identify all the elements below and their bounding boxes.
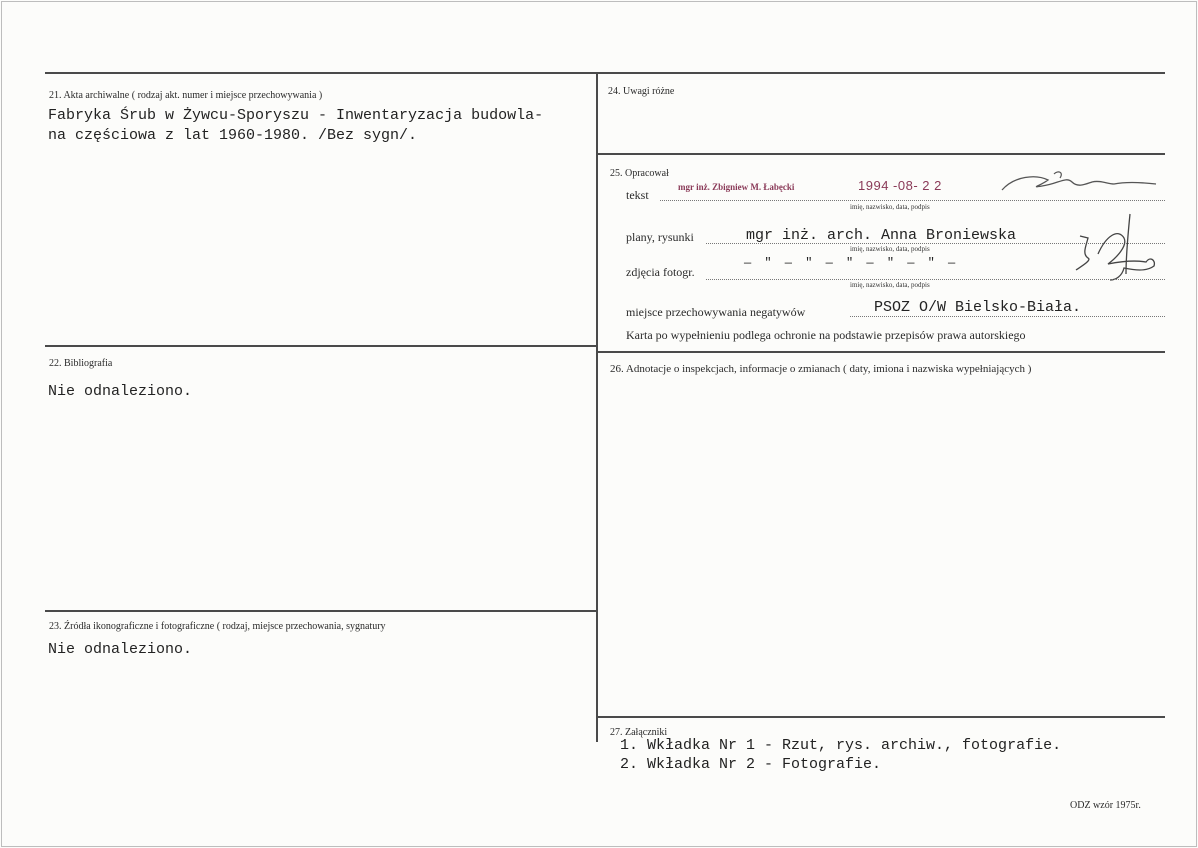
tekst-line xyxy=(660,200,1165,201)
author-stamp: mgr inż. Zbigniew M. Łabęcki xyxy=(678,182,795,192)
plany-label: plany, rysunki xyxy=(626,230,694,244)
rule-23-top xyxy=(45,610,597,612)
date-stamp: 1994 -08- 2 2 xyxy=(858,178,942,193)
section-23-label: 23. Źródła ikonograficzne i fotograficzne ( rodzaj, miejsce przechowania, sygnatury xyxy=(49,621,386,632)
section-24-label: 24. Uwagi różne xyxy=(608,86,675,97)
section-22-label: 22. Bibliografia xyxy=(49,358,113,369)
iconographic-sources-value: Nie odnaleziono. xyxy=(48,641,193,658)
rule-26-top xyxy=(598,351,1165,353)
negatywy-value: PSOZ O/W Bielsko-Biała. xyxy=(874,299,1082,316)
copyright-note: Karta po wypełnieniu podlega ochronie na podstawie przepisów prawa autorskiego xyxy=(626,328,1026,342)
attachment-item: 1. Wkładka Nr 1 - Rzut, rys. archiw., fotografie. xyxy=(620,737,1062,754)
tekst-label: tekst xyxy=(626,188,649,202)
section-26-label: 26. Adnotacje o inspekcjach, informacje o zmianach ( daty, imiona i nazwiska wypełniających ) xyxy=(610,363,1032,375)
zdjecia-line xyxy=(706,279,1165,280)
section-21-label: 21. Akta archiwalne ( rodzaj akt. numer i miejsce przechowywania ) xyxy=(49,90,323,101)
section-27-label: 27. Załączniki xyxy=(610,727,668,738)
rule-22-top xyxy=(45,345,597,347)
plany-value: mgr inż. arch. Anna Broniewska xyxy=(746,227,1017,244)
form-model-footer: ODZ wzór 1975r. xyxy=(1070,800,1141,811)
caption-2: imię, nazwisko, data, podpis xyxy=(850,245,930,253)
top-rule xyxy=(45,72,1165,74)
attachment-item: 2. Wkładka Nr 2 - Fotografie. xyxy=(620,756,882,773)
zdjecia-value: — " — " — " — " — " — xyxy=(744,256,959,270)
archival-records-line-1: Fabryka Śrub w Żywcu-Sporyszu - Inwentaryzacja budowla- xyxy=(48,107,544,124)
rule-27-top xyxy=(598,716,1165,718)
bibliography-value: Nie odnaleziono. xyxy=(48,383,193,400)
caption-3: imię, nazwisko, data, podpis xyxy=(850,281,930,289)
signature-2 xyxy=(1046,210,1166,286)
center-divider xyxy=(596,72,598,742)
negatywy-label: miejsce przechowywania negatywów xyxy=(626,305,806,319)
zdjecia-label: zdjęcia fotogr. xyxy=(626,265,695,279)
caption-1: imię, nazwisko, data, podpis xyxy=(850,203,930,211)
archival-records-line-2: na częściowa z lat 1960-1980. /Bez sygn/. xyxy=(48,127,418,144)
section-25-label: 25. Opracował xyxy=(610,168,669,179)
rule-25-top xyxy=(598,153,1165,155)
negatywy-line xyxy=(850,316,1165,317)
